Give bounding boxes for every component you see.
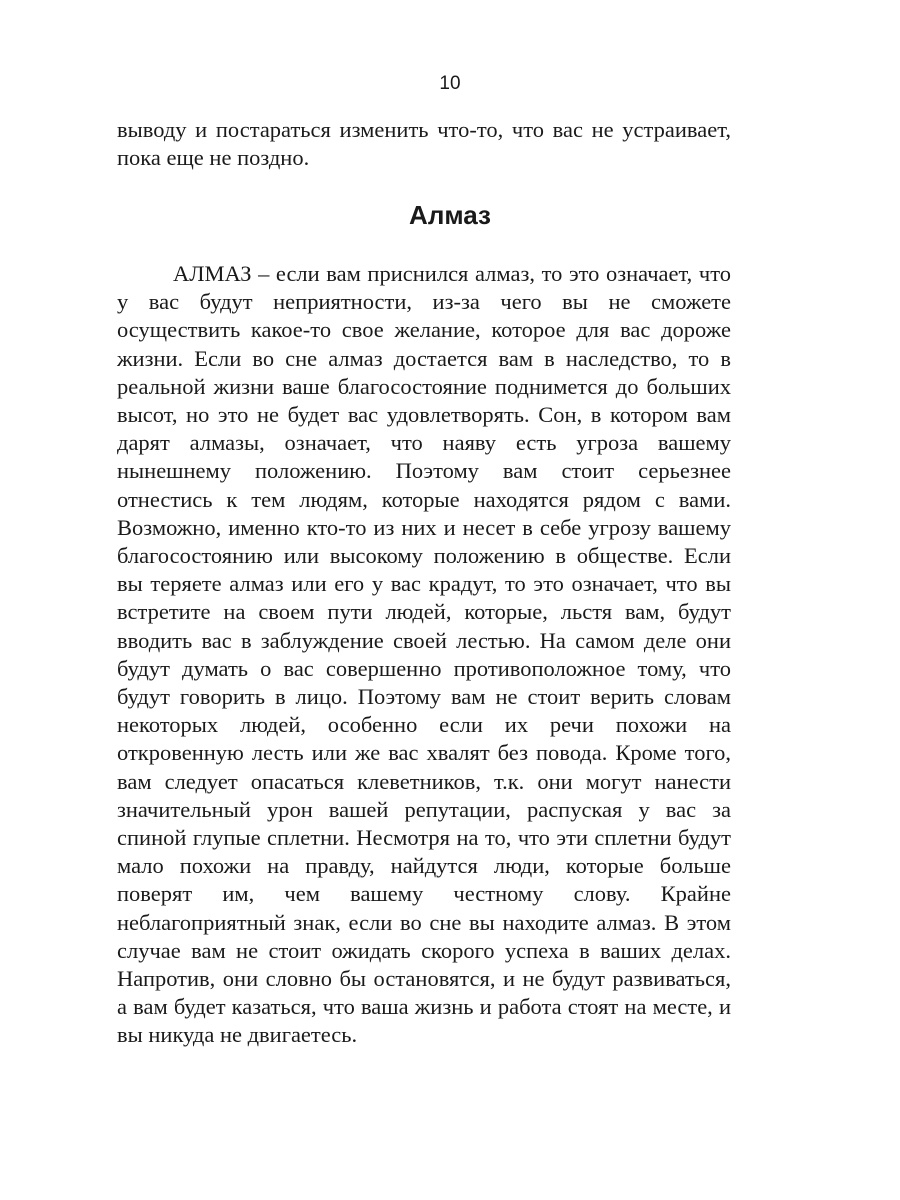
section-paragraph: АЛМАЗ – если вам приснился алмаз, то это означает, что у вас будут неприятности, из-за чего вы не сможете осуществить какое-то свое желание, которое для вас дороже жизни. Если во сне алмаз достается вам в наследство, то в реальной жизни ваше благосостояние поднимется до больших высот, но это не будет вас удовлетворять. Сон, в котором вам дарят алмазы, означает, что наяву есть угроза вашему нынешнему положению. Поэтому вам стоит серьезнее отнестись к тем людям, которые находятся рядом с вами. Возможно, именно кто-то из них и несет в себе угрозу вашему благосостоянию или высокому положению в обществе. Если вы теряете алмаз или его у вас крадут, то это означает, что вы встретите на своем пути людей, которые, льстя вам, будут вводить вас в заблуждение своей лестью. На самом деле они будут думать о вас совершенно противоположное тому, что будут говорить в лицо. Поэтому вам не стоит верить словам некоторых людей, особенно если их речи похожи на откровенную лесть или же вас хвалят без повода. Кроме того, вам следует опасаться клеветников, т.к. они могут нанести значительный урон вашей репутации, распуская у вас за спиной глупые сплетни. Несмотря на то, что эти сплетни будут мало похожи на правду, найдутся люди, которые больше поверят им, чем вашему честному слову. Крайне неблагоприятный знак, если во сне вы находите алмаз. В этом случае вам не стоит ожидать скорого успеха в ваших делах. Напротив, они словно бы остановятся, и не будут развиваться, а вам будет казаться, что ваша жизнь и работа стоят на месте, и вы никуда не двигаетесь. bbox=[117, 261, 731, 1048]
page-number: 10 bbox=[439, 73, 461, 94]
section-heading: Алмаз bbox=[409, 200, 491, 230]
continuation-paragraph: выводу и постараться изменить что-то, что вас не устраивает, пока еще не поздно. bbox=[117, 117, 731, 171]
